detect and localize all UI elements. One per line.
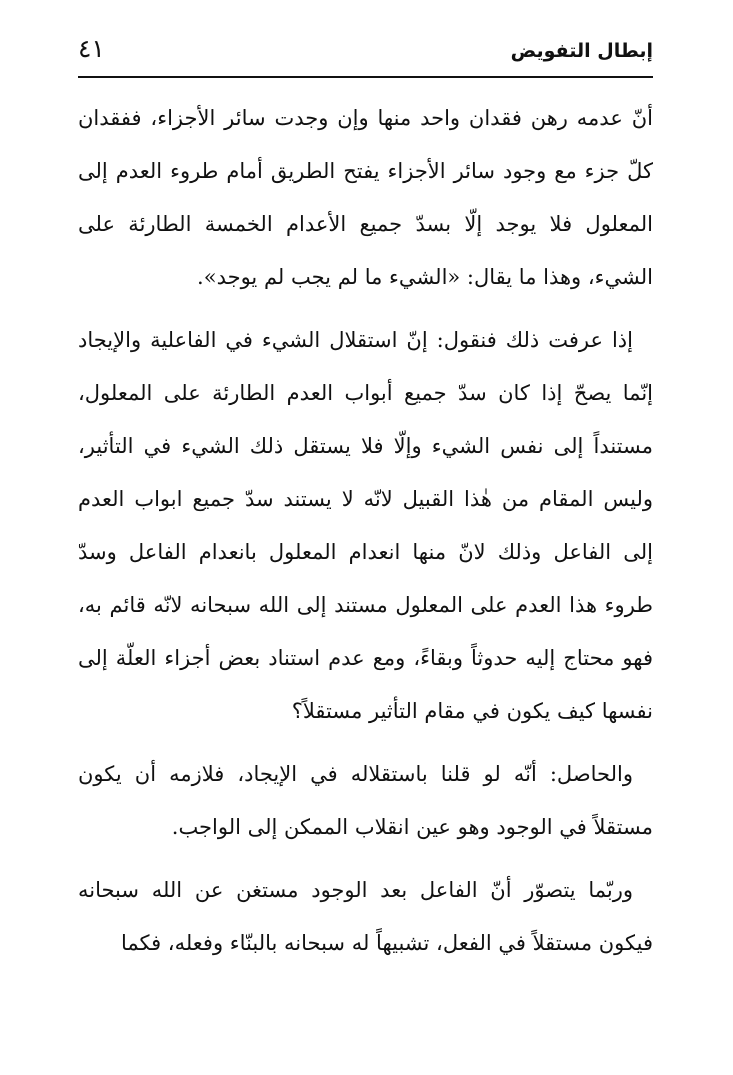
- body-text: [78, 92, 653, 970]
- page-number: ٤١: [78, 34, 105, 63]
- paragraph: أنّ عدمه رهن فقدان واحد منها وإن وجدت سائر الأجزاء، ففقدان كلّ جزء مع وجود سائر الأجزاء يفتح الطريق أمام طروء العدم إلى المعلول فلا يوجد إلّا بسدّ جميع الأعدام الخمسة الطارئة على الشيء، وهذا ما يقال: «الشيء ما لم يجب لم يوجد».: [78, 106, 653, 289]
- paragraph: وربّما يتصوّر أنّ الفاعل بعد الوجود مستغن عن الله سبحانه فيكون مستقلاً في الفعل، تشبيهاً له سبحانه بالبنّاء وفعله، فكما: [78, 878, 653, 955]
- running-header-title: إبطال التفويض: [510, 40, 653, 62]
- paragraph: والحاصل: أنّه لو قلنا باستقلاله في الإيجاد، فلازمه أن يكون مستقلاً في الوجود وهو عين انقلاب الممكن إلى الواجب.: [78, 762, 653, 839]
- header-divider: [78, 76, 653, 78]
- paragraph: إذا عرفت ذلك فنقول: إنّ استقلال الشيء في الفاعلية والإيجاد إنّما يصحّ إذا كان سدّ جميع أبواب العدم الطارئة على المعلول، مستنداً إلى نفس الشيء وإلّا فلا يستقل ذلك الشيء في التأثير، وليس المقام من هٰذا القبيل لانّه لا يستند سدّ جميع ابواب العدم إلى الفاعل وذلك لانّ منها انعدام المعلول بانعدام الفاعل وسدّ طروء هذا العدم على المعلول مستند إلى الله سبحانه لانّه قائم به، فهو محتاج إليه حدوثاً وبقاءً، ومع عدم استناد بعض أجزاء العلّة إلى نفسها كيف يكون في مقام التأثير مستقلاً؟: [78, 328, 653, 723]
- running-header: [78, 28, 653, 72]
